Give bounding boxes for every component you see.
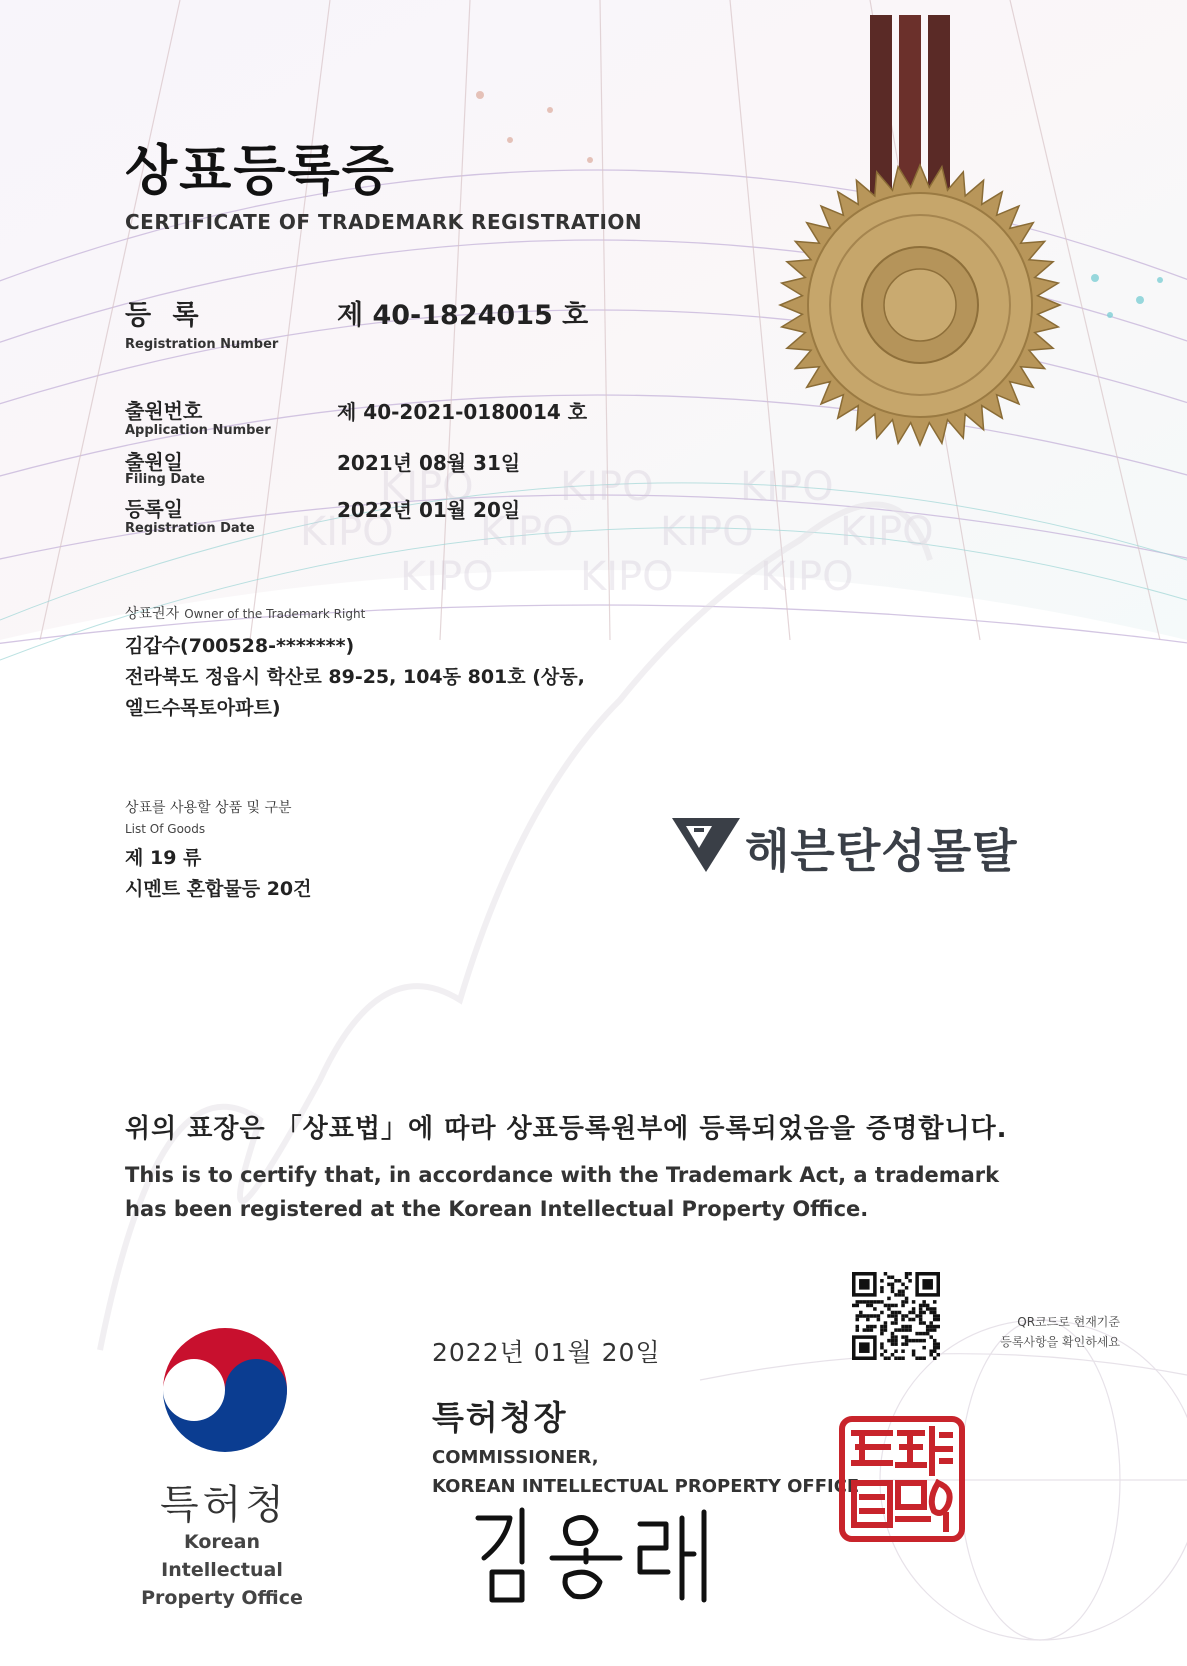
owner-label: 상표권자: [125, 606, 180, 622]
owner-name: 김갑수(700528-*******): [125, 635, 355, 657]
watermark-kipo-6: KIPO: [660, 509, 754, 555]
qr-code[interactable]: [852, 1272, 940, 1360]
certification-statement-ko: 위의 표장은 「상표법」에 따라 상표등록원부에 등록되었음을 증명합니다.: [125, 1114, 1008, 1144]
goods-label-en: List Of Goods: [125, 822, 206, 836]
watermark-kipo-1: KIPO: [380, 464, 474, 510]
owner-info: [125, 631, 585, 724]
watermark-kipo-5: KIPO: [480, 509, 574, 555]
application-number-value: 제 40-2021-0180014 호: [337, 400, 588, 424]
registration-date-label-en: Registration Date: [125, 521, 255, 536]
triangle-v-mark-icon: [672, 818, 740, 872]
goods-items: 시멘트 혼합물등 20건: [125, 878, 312, 900]
registration-date-label: 등록일: [125, 497, 183, 521]
owner-label-en: Owner of the Trademark Right: [184, 607, 366, 621]
commissioner-title-en: [432, 1443, 859, 1501]
registration-date-value: 2022년 01월 20일: [337, 498, 521, 522]
issue-date: 2022년 01월 20일: [432, 1338, 661, 1367]
goods-class: 제 19 류: [125, 847, 202, 869]
kipo-taegeuk-logo-icon: [155, 1320, 295, 1460]
owner-address-line2: 엘드수목토아파트): [125, 697, 281, 719]
watermark-kipo-9: KIPO: [580, 554, 674, 600]
registration-number-value: 제 40-1824015 호: [337, 300, 589, 331]
filing-date-label-en: Filing Date: [125, 472, 205, 487]
certification-en-line2: has been registered at the Korean Intellectual Property Office.: [125, 1197, 869, 1221]
filing-date-label: 출원일: [125, 450, 183, 474]
registration-number-label-en: Registration Number: [125, 337, 279, 352]
watermark-kipo-7: KIPO: [840, 509, 934, 555]
kipo-name-ko: 특허청: [160, 1482, 288, 1528]
goods-info: [125, 843, 312, 905]
commissioner-title-en-line1: COMMISSIONER,: [432, 1447, 599, 1468]
official-red-seal: [838, 1415, 966, 1543]
goods-label: 상표를 사용할 상품 및 구분: [125, 800, 292, 816]
page-title: 상표등록증: [125, 139, 396, 202]
kipo-name-en-line2: Property Office: [141, 1587, 303, 1609]
kipo-name-en-line1: Korean Intellectual: [161, 1531, 283, 1581]
trademark-text: 해븐탄성몰탈: [745, 824, 1018, 878]
kipo-name-en: [122, 1528, 322, 1612]
certification-statement-en: [125, 1158, 999, 1226]
owner-header: [125, 603, 365, 623]
qr-note: [955, 1312, 1120, 1352]
watermark-kipo-4: KIPO: [300, 509, 394, 555]
watermark-kipo-8: KIPO: [400, 554, 494, 600]
owner-address-line1: 전라북도 정읍시 학산로 89-25, 104동 801호 (상동,: [125, 666, 585, 688]
application-number-label: 출원번호: [125, 399, 203, 423]
gold-seal-emblem: [765, 15, 1075, 475]
commissioner-title-ko: 특허청장: [432, 1398, 568, 1437]
watermark-kipo-3: KIPO: [740, 464, 834, 510]
qr-note-line1: QR코드로 현재기준: [1017, 1315, 1120, 1329]
qr-note-line2: 등록사항을 확인하세요: [1000, 1335, 1120, 1349]
registration-number-label: 등 록: [125, 300, 205, 331]
certification-en-line1: This is to certify that, in accordance with the Trademark Act, a trademark: [125, 1163, 1000, 1187]
watermark-kipo-10: KIPO: [760, 554, 854, 600]
watermark-kipo-2: KIPO: [560, 464, 654, 510]
filing-date-value: 2021년 08월 31일: [337, 451, 521, 475]
page-subtitle: CERTIFICATE OF TRADEMARK REGISTRATION: [125, 210, 643, 234]
commissioner-title-en-line2: KOREAN INTELLECTUAL PROPERTY OFFICE: [432, 1476, 860, 1497]
application-number-label-en: Application Number: [125, 423, 271, 438]
commissioner-signature: [470, 1500, 720, 1610]
